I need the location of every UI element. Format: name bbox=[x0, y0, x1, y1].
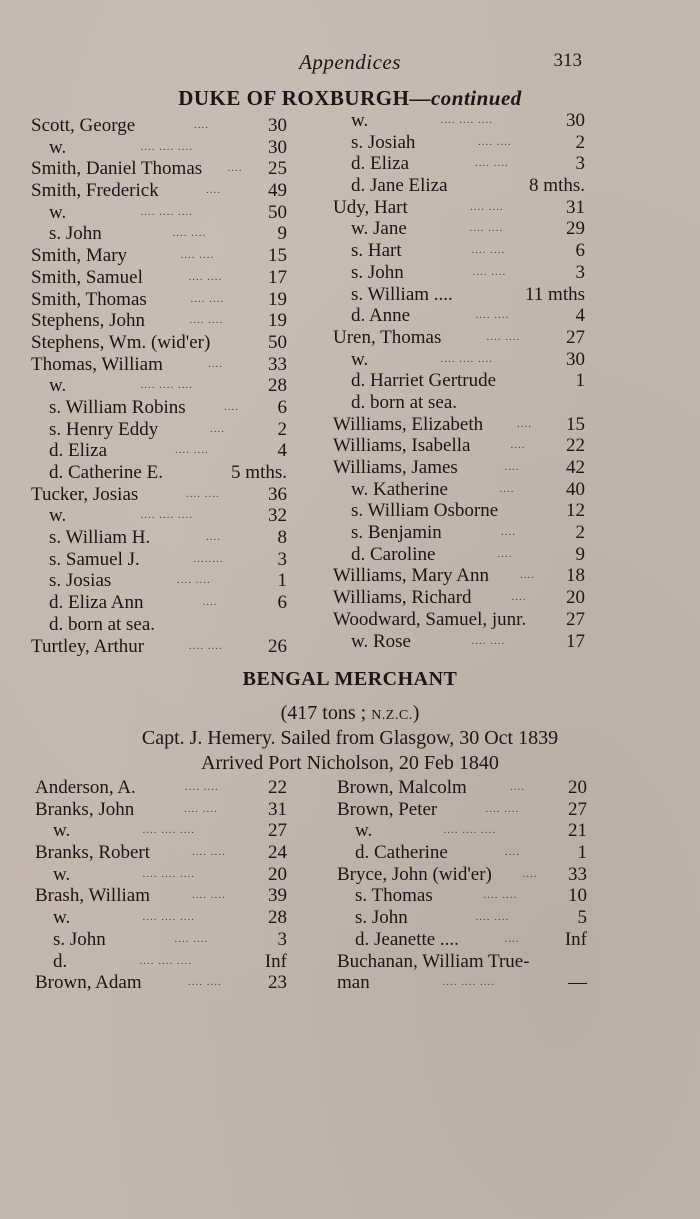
leader-dots: .... .... bbox=[485, 802, 520, 815]
leader-dots: .... .... .... bbox=[442, 976, 495, 989]
passenger-name: Williams, Elizabeth bbox=[333, 413, 484, 435]
passenger-name: w. bbox=[351, 348, 369, 370]
passenger-age: 27 bbox=[268, 820, 287, 842]
passenger-row bbox=[35, 972, 287, 994]
passenger-age: 30 bbox=[268, 136, 287, 158]
passenger-row bbox=[31, 592, 287, 614]
passenger-name: s. Hart bbox=[351, 240, 402, 262]
passenger-name: Anderson, A. bbox=[35, 777, 136, 798]
passenger-age: Inf bbox=[264, 950, 287, 972]
passenger-row bbox=[31, 158, 287, 180]
passenger-age: 31 bbox=[566, 196, 585, 218]
leader-dots: .... bbox=[517, 417, 532, 430]
passenger-age: 8 bbox=[277, 527, 287, 549]
passenger-name: s. John bbox=[53, 928, 106, 950]
passenger-name: d. Eliza bbox=[351, 153, 410, 175]
passenger-age: 39 bbox=[268, 885, 287, 907]
passenger-age: 50 bbox=[268, 331, 287, 353]
passenger-row bbox=[31, 419, 287, 441]
passenger-row bbox=[337, 972, 587, 994]
running-head: Appendices bbox=[299, 50, 401, 74]
passenger-row bbox=[31, 375, 287, 397]
passenger-row bbox=[35, 885, 287, 907]
passenger-row bbox=[31, 397, 287, 419]
passenger-name: Williams, Mary Ann bbox=[333, 565, 489, 587]
leader-dots: .... bbox=[227, 162, 243, 175]
passenger-name: d. born at sea. bbox=[351, 391, 458, 413]
passenger-name: Tucker, Josias bbox=[31, 483, 139, 505]
passenger-age: 20 bbox=[566, 587, 585, 609]
leader-dots: .... bbox=[194, 119, 209, 131]
passenger-row bbox=[31, 310, 287, 332]
passenger-name: s. William Osborne bbox=[351, 500, 499, 522]
passenger-row bbox=[31, 636, 287, 658]
passenger-name: Williams, James bbox=[333, 457, 458, 478]
passenger-row bbox=[31, 549, 287, 571]
leader-dots: .... .... .... bbox=[443, 824, 496, 837]
leader-dots: .... .... bbox=[190, 292, 225, 305]
leader-dots: .... bbox=[520, 569, 535, 582]
passenger-row bbox=[35, 842, 287, 864]
leader-dots: .... bbox=[206, 531, 221, 544]
captain-line: Capt. J. Hemery. Sailed from Glasgow, 30 Oct 1839 bbox=[141, 727, 559, 749]
passenger-age: 6 bbox=[277, 592, 287, 614]
passenger-age: 22 bbox=[268, 777, 287, 798]
leader-dots: .... .... bbox=[186, 487, 220, 500]
passenger-row bbox=[31, 614, 287, 636]
passenger-row bbox=[35, 777, 287, 799]
passenger-name: s. Thomas bbox=[355, 885, 433, 907]
leader-dots: .... .... bbox=[483, 889, 518, 902]
passenger-name: Woodward, Samuel, junr. bbox=[333, 608, 527, 630]
passenger-name: w. bbox=[355, 820, 373, 842]
passenger-name: Smith, Daniel Thomas bbox=[31, 158, 203, 180]
passenger-age: 28 bbox=[268, 375, 287, 397]
passenger-row bbox=[333, 218, 585, 240]
passenger-age: 8 mths. bbox=[529, 175, 585, 197]
leader-dots: .... .... .... bbox=[142, 824, 195, 837]
passenger-row bbox=[333, 587, 585, 609]
passenger-name: s. Henry Eddy bbox=[49, 418, 159, 440]
passenger-row bbox=[333, 457, 585, 479]
leader-dots: .... bbox=[224, 400, 239, 413]
section-title-main: DUKE OF ROXBURGH— bbox=[178, 86, 431, 110]
passenger-age: 9 bbox=[575, 543, 585, 565]
passenger-name: s. Josias bbox=[49, 570, 112, 592]
leader-dots: .... .... bbox=[175, 444, 209, 457]
passenger-row bbox=[333, 153, 585, 175]
passenger-row bbox=[333, 197, 585, 219]
passenger-age: 1 bbox=[277, 570, 287, 592]
passenger-name: Smith, Mary bbox=[31, 245, 128, 267]
passenger-age: 4 bbox=[277, 440, 287, 462]
passenger-name: Thomas, William bbox=[31, 353, 163, 375]
passenger-row bbox=[337, 842, 587, 864]
passenger-name: d. Eliza bbox=[49, 440, 108, 462]
passenger-row bbox=[31, 245, 287, 267]
passenger-row bbox=[31, 267, 287, 289]
passenger-row bbox=[31, 462, 287, 484]
leader-dots: .... .... .... bbox=[139, 954, 192, 967]
passenger-name: Udy, Hart bbox=[333, 196, 408, 218]
passenger-name: d. Caroline bbox=[351, 543, 436, 565]
passenger-age: 50 bbox=[268, 201, 287, 223]
leader-dots: .... .... .... bbox=[142, 867, 195, 880]
passenger-name: Smith, Thomas bbox=[31, 288, 147, 310]
passenger-age: 36 bbox=[268, 483, 287, 505]
passenger-row bbox=[333, 284, 585, 306]
passenger-age: 19 bbox=[268, 310, 287, 332]
passenger-name: Williams, Richard bbox=[333, 587, 472, 609]
passenger-age: 2 bbox=[575, 522, 585, 544]
passenger-age: Inf bbox=[564, 928, 587, 950]
passenger-name: s. John bbox=[49, 223, 102, 245]
passenger-name: s. William H. bbox=[49, 527, 151, 549]
passenger-name: w. Katherine bbox=[351, 478, 448, 500]
passenger-age: 9 bbox=[277, 223, 287, 245]
tonnage-prefix: (417 tons ; bbox=[280, 702, 372, 724]
passenger-row bbox=[337, 907, 587, 929]
passenger-row bbox=[337, 820, 587, 842]
passenger-row bbox=[31, 527, 287, 549]
passenger-row bbox=[337, 951, 587, 973]
ship-tonnage bbox=[0, 702, 700, 725]
leader-dots: .... bbox=[511, 591, 527, 604]
passenger-age: 6 bbox=[277, 396, 287, 418]
passenger-name: d. born at sea. bbox=[49, 613, 156, 635]
passenger-age: 11 mths bbox=[525, 283, 585, 305]
passenger-name: man bbox=[337, 972, 370, 994]
passenger-row bbox=[333, 305, 585, 327]
leader-dots: .... .... .... bbox=[142, 911, 195, 924]
passenger-name: w. Rose bbox=[351, 630, 411, 652]
passenger-name: d. Jeanette .... bbox=[355, 928, 459, 950]
passenger-name: Bryce, John (wid'er) bbox=[337, 863, 492, 885]
leader-dots: .... .... bbox=[180, 249, 215, 262]
passenger-name: s. Samuel J. bbox=[49, 548, 140, 570]
passenger-age: 30 bbox=[566, 348, 585, 370]
leader-dots: .... .... .... bbox=[140, 379, 193, 392]
passenger-name: s. John bbox=[351, 261, 404, 283]
passenger-name: d. bbox=[53, 950, 68, 972]
passenger-name: d. Harriet Gertrude bbox=[351, 370, 497, 392]
passenger-name: Brown, Peter bbox=[337, 798, 438, 820]
passenger-name: s. Josiah bbox=[351, 131, 416, 153]
leader-dots: .... .... bbox=[177, 574, 211, 587]
leader-dots: .... .... bbox=[475, 309, 510, 322]
passenger-age: 6 bbox=[575, 240, 585, 262]
passenger-age: 21 bbox=[568, 820, 587, 842]
passenger-name: d. Catherine E. bbox=[49, 462, 163, 483]
ship-name: BENGAL MERCHANT bbox=[242, 668, 458, 690]
passenger-age: 30 bbox=[566, 110, 585, 131]
leader-dots: ........ bbox=[193, 552, 224, 565]
passenger-age: 31 bbox=[268, 798, 287, 820]
passenger-row bbox=[31, 505, 287, 527]
passenger-row bbox=[35, 864, 287, 886]
passenger-age: 33 bbox=[268, 353, 287, 375]
passenger-age: 2 bbox=[575, 131, 585, 153]
leader-dots: .... bbox=[208, 357, 223, 370]
leader-dots: .... .... bbox=[471, 244, 506, 257]
duke-right-column bbox=[333, 110, 585, 652]
leader-dots: .... .... bbox=[189, 314, 224, 327]
leader-dots: .... .... .... bbox=[140, 205, 193, 218]
passenger-age: 3 bbox=[277, 928, 287, 950]
passenger-age: 25 bbox=[268, 158, 287, 180]
passenger-row bbox=[333, 435, 585, 457]
passenger-name: Uren, Thomas bbox=[333, 326, 442, 348]
passenger-age: 15 bbox=[566, 413, 585, 435]
passenger-age: 49 bbox=[268, 180, 287, 202]
passenger-name: Williams, Isabella bbox=[333, 435, 471, 457]
passenger-row bbox=[35, 907, 287, 929]
passenger-row bbox=[31, 223, 287, 245]
passenger-age: 23 bbox=[268, 972, 287, 994]
passenger-age: 3 bbox=[277, 548, 287, 570]
passenger-name: w. bbox=[49, 505, 67, 527]
passenger-row bbox=[31, 440, 287, 462]
leader-dots: .... .... bbox=[188, 270, 223, 283]
passenger-row bbox=[333, 175, 585, 197]
passenger-name: w. bbox=[53, 863, 71, 885]
passenger-name: s. Benjamin bbox=[351, 522, 442, 544]
leader-dots: .... bbox=[206, 184, 221, 197]
leader-dots: .... bbox=[202, 596, 218, 609]
passenger-age: 5 mths. bbox=[231, 462, 287, 483]
passenger-row bbox=[31, 289, 287, 311]
passenger-row bbox=[31, 202, 287, 224]
passenger-name: d. Catherine bbox=[355, 842, 448, 864]
passenger-name: Buchanan, William True- bbox=[337, 950, 530, 972]
passenger-age: 18 bbox=[566, 565, 585, 587]
passenger-age: 4 bbox=[575, 305, 585, 327]
passenger-row bbox=[333, 544, 585, 566]
passenger-name: Stephens, Wm. (wid'er) bbox=[31, 331, 211, 353]
passenger-row bbox=[31, 484, 287, 506]
leader-dots: .... .... bbox=[185, 781, 219, 793]
passenger-age: 10 bbox=[568, 885, 587, 907]
passenger-row bbox=[31, 332, 287, 354]
passenger-name: Branks, John bbox=[35, 798, 135, 820]
leader-dots: .... .... bbox=[486, 330, 521, 343]
leader-dots: .... .... .... bbox=[140, 140, 193, 153]
passenger-row bbox=[333, 479, 585, 501]
passenger-name: s. William .... bbox=[351, 283, 453, 305]
leader-dots: .... .... bbox=[188, 976, 222, 989]
passenger-row bbox=[337, 799, 587, 821]
section-title-continued: continued bbox=[430, 86, 522, 110]
bengal-left-column bbox=[35, 777, 287, 994]
leader-dots: .... .... bbox=[475, 911, 510, 924]
leader-dots: .... .... bbox=[470, 200, 504, 213]
passenger-row bbox=[333, 370, 585, 392]
tonnage-suffix: ) bbox=[412, 702, 420, 724]
passenger-name: s. John bbox=[355, 907, 408, 929]
passenger-row bbox=[35, 799, 287, 821]
passenger-row bbox=[337, 929, 587, 951]
leader-dots: .... .... bbox=[475, 157, 509, 170]
passenger-age: 2 bbox=[277, 418, 287, 440]
leader-dots: .... .... bbox=[189, 639, 223, 652]
passenger-name: Brown, Malcolm bbox=[337, 777, 467, 798]
passenger-age: 27 bbox=[568, 798, 587, 820]
passenger-row bbox=[333, 631, 585, 653]
passenger-name: Stephens, John bbox=[31, 310, 145, 332]
passenger-name: w. bbox=[53, 820, 71, 842]
passenger-name: Branks, Robert bbox=[35, 842, 151, 864]
leader-dots: .... bbox=[504, 461, 520, 473]
leader-dots: .... bbox=[510, 439, 526, 452]
section-title bbox=[0, 86, 700, 111]
passenger-age: 17 bbox=[566, 630, 585, 652]
leader-dots: .... .... .... bbox=[440, 352, 493, 365]
leader-dots: .... bbox=[497, 547, 513, 560]
bengal-right-column bbox=[337, 777, 587, 994]
passenger-age: 40 bbox=[566, 478, 585, 500]
leader-dots: .... .... bbox=[184, 802, 218, 815]
passenger-age: 26 bbox=[268, 635, 287, 657]
passenger-age: 24 bbox=[268, 842, 287, 864]
passenger-age: 20 bbox=[568, 777, 587, 798]
passenger-row bbox=[333, 414, 585, 436]
passenger-name: d. Eliza Ann bbox=[49, 592, 144, 614]
leader-dots: .... bbox=[210, 422, 225, 435]
passenger-age: 15 bbox=[268, 245, 287, 267]
passenger-name: s. William Robins bbox=[49, 396, 186, 418]
leader-dots: .... .... bbox=[469, 222, 504, 235]
passenger-row bbox=[31, 570, 287, 592]
passenger-row bbox=[333, 392, 585, 414]
passenger-row bbox=[333, 609, 585, 631]
passenger-name: Brown, Adam bbox=[35, 972, 142, 994]
passenger-row bbox=[333, 110, 585, 132]
passenger-row bbox=[333, 327, 585, 349]
passenger-name: d. Anne bbox=[351, 305, 411, 327]
passenger-name: w. bbox=[49, 375, 67, 397]
leader-dots: .... bbox=[510, 781, 525, 793]
passenger-age: — bbox=[568, 972, 587, 994]
passenger-age: 12 bbox=[566, 500, 585, 522]
passenger-name: w. bbox=[49, 136, 67, 158]
passenger-name: Smith, Samuel bbox=[31, 266, 143, 288]
passenger-row bbox=[31, 115, 287, 137]
leader-dots: .... .... bbox=[192, 889, 226, 902]
passenger-name: Scott, George bbox=[31, 115, 136, 136]
passenger-age: 17 bbox=[268, 266, 287, 288]
passenger-name: d. Jane Eliza bbox=[351, 175, 448, 197]
passenger-name: w. Jane bbox=[351, 218, 407, 240]
passenger-age: 29 bbox=[566, 218, 585, 240]
passenger-age: 28 bbox=[268, 907, 287, 929]
leader-dots: .... .... .... bbox=[440, 114, 493, 126]
leader-dots: .... .... bbox=[172, 227, 207, 240]
passenger-name: w. bbox=[351, 110, 369, 131]
duke-left-column bbox=[31, 115, 287, 657]
passenger-row bbox=[337, 777, 587, 799]
passenger-age: 5 bbox=[577, 907, 587, 929]
passenger-row bbox=[35, 951, 287, 973]
passenger-age: 3 bbox=[575, 153, 585, 175]
passenger-age: 42 bbox=[566, 457, 585, 478]
leader-dots: .... bbox=[505, 846, 520, 859]
passenger-row bbox=[337, 864, 587, 886]
passenger-row bbox=[35, 820, 287, 842]
leader-dots: .... .... bbox=[478, 135, 512, 148]
passenger-age: 20 bbox=[268, 863, 287, 885]
passenger-name: Brash, William bbox=[35, 885, 150, 907]
passenger-row bbox=[333, 262, 585, 284]
passenger-age: 27 bbox=[566, 326, 585, 348]
passenger-name: w. bbox=[53, 907, 71, 929]
passenger-name: Smith, Frederick bbox=[31, 180, 159, 202]
passenger-row bbox=[333, 349, 585, 371]
leader-dots: .... bbox=[499, 482, 515, 495]
page-number: 313 bbox=[553, 50, 582, 71]
passenger-age: 1 bbox=[575, 370, 585, 392]
leader-dots: .... .... bbox=[471, 634, 506, 647]
passenger-name: Turtley, Arthur bbox=[31, 635, 145, 657]
leader-dots: .... bbox=[504, 932, 520, 945]
passenger-row bbox=[333, 522, 585, 544]
passenger-age: 22 bbox=[566, 435, 585, 457]
passenger-age: 1 bbox=[577, 842, 587, 864]
leader-dots: .... .... bbox=[192, 846, 226, 859]
passenger-row bbox=[333, 240, 585, 262]
passenger-age: 3 bbox=[575, 261, 585, 283]
passenger-row bbox=[333, 132, 585, 154]
tonnage-code: N.Z.C. bbox=[371, 708, 413, 723]
passenger-row bbox=[337, 885, 587, 907]
leader-dots: .... .... bbox=[174, 932, 209, 945]
passenger-row bbox=[31, 137, 287, 159]
passenger-age: 30 bbox=[268, 115, 287, 136]
leader-dots: .... .... bbox=[472, 265, 507, 278]
arrival-line: Arrived Port Nicholson, 20 Feb 1840 bbox=[201, 752, 499, 774]
leader-dots: .... bbox=[522, 867, 538, 880]
passenger-row bbox=[31, 180, 287, 202]
leader-dots: .... bbox=[501, 526, 516, 539]
passenger-age: 19 bbox=[268, 288, 287, 310]
passenger-row bbox=[333, 500, 585, 522]
passenger-name: w. bbox=[49, 201, 67, 223]
passenger-age: 27 bbox=[566, 608, 585, 630]
passenger-age: 33 bbox=[568, 863, 587, 885]
passenger-row bbox=[35, 929, 287, 951]
passenger-row bbox=[333, 565, 585, 587]
passenger-row bbox=[31, 354, 287, 376]
leader-dots: .... .... .... bbox=[140, 509, 193, 522]
passenger-age: 32 bbox=[268, 505, 287, 527]
